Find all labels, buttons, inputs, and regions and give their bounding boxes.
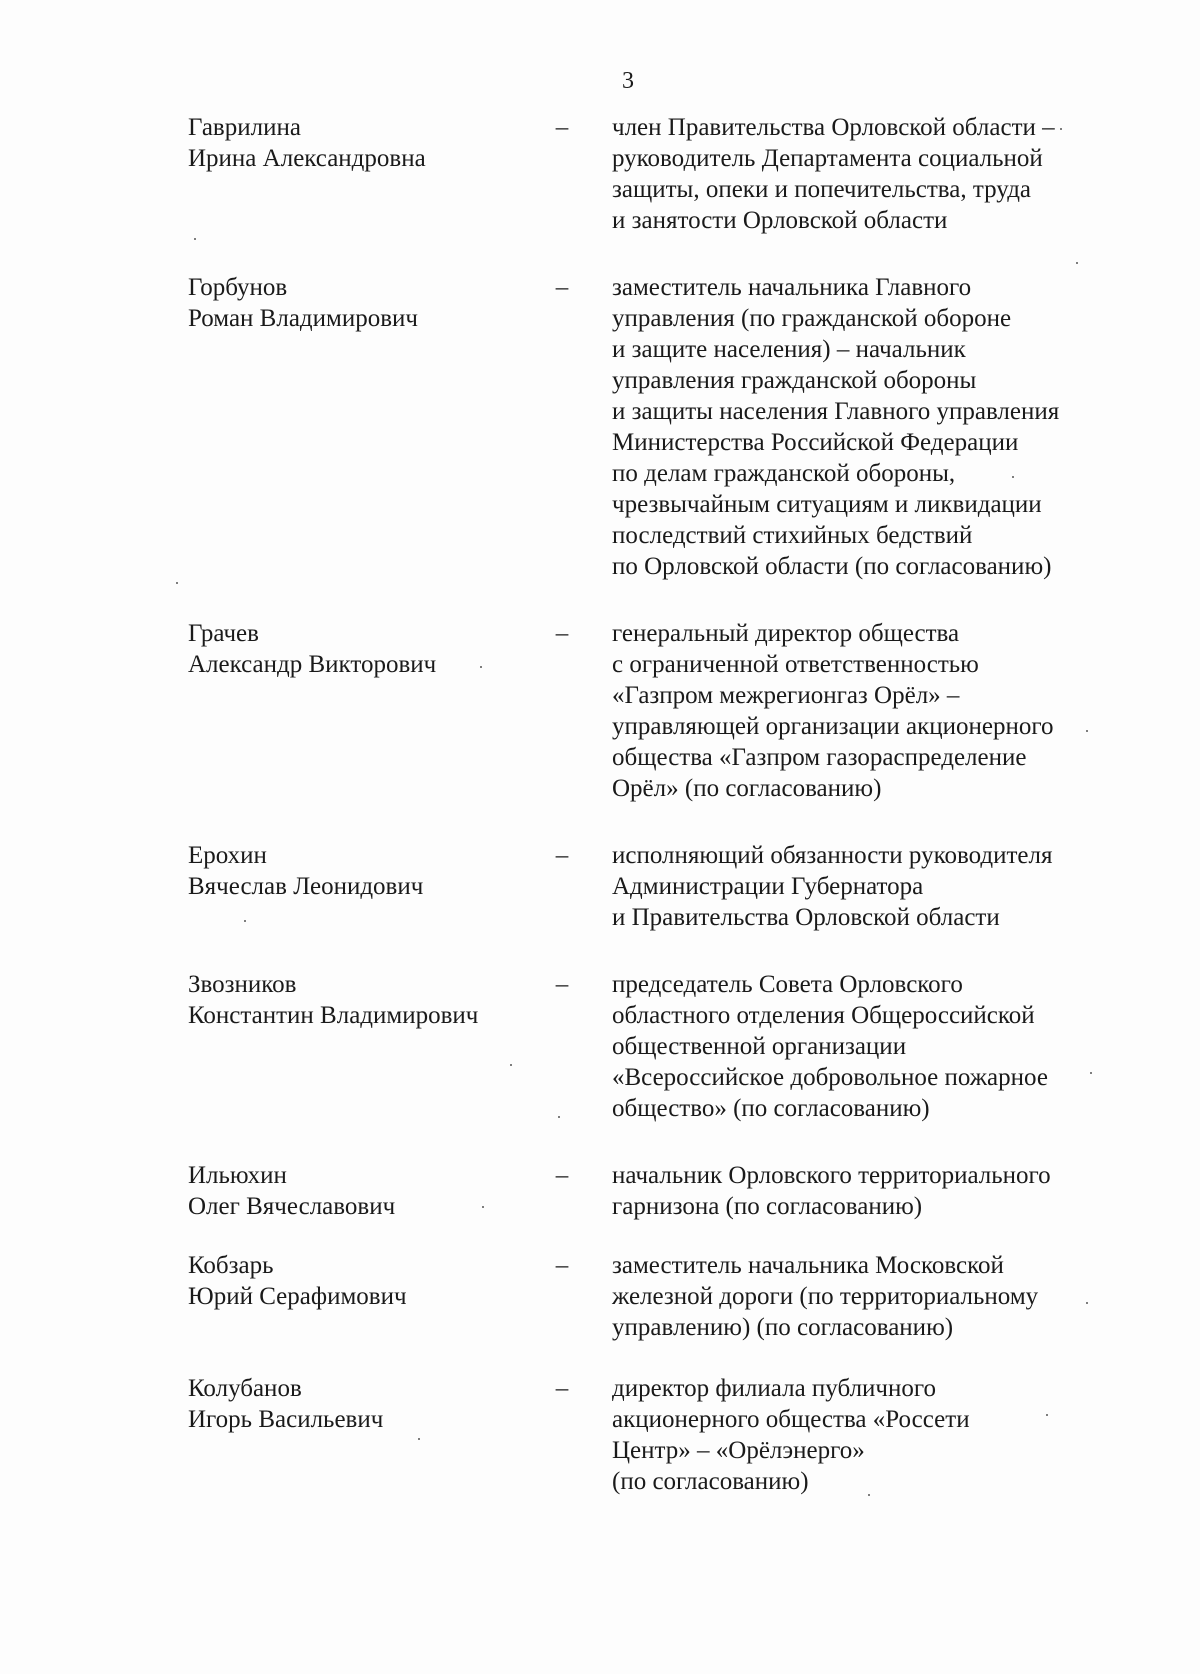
member-surname: Звозников <box>188 971 297 998</box>
position-line: «Всероссийское добровольное пожарное <box>612 1064 1048 1091</box>
member-given-names: Вячеслав Леонидович <box>188 873 424 900</box>
member-surname: Горбунов <box>188 274 288 301</box>
member-entry <box>188 1160 1128 1222</box>
member-given-names: Игорь Васильевич <box>188 1406 384 1433</box>
position-line: директор филиала публичного <box>612 1375 937 1402</box>
dash-separator: – <box>555 1252 569 1279</box>
member-entry <box>188 112 1128 236</box>
member-name <box>188 840 548 933</box>
dash-separator: – <box>555 620 569 647</box>
member-entry <box>188 272 1128 582</box>
position-line: управления (по гражданской обороне <box>612 305 1012 332</box>
member-given-names: Юрий Серафимович <box>188 1283 407 1310</box>
position-line: управляющей организации акционерного <box>612 713 1054 740</box>
member-surname: Колубанов <box>188 1375 302 1402</box>
member-surname: Ерохин <box>188 842 267 869</box>
member-given-names: Александр Викторович <box>188 651 437 678</box>
member-given-names: Ирина Александровна <box>188 145 426 172</box>
member-name <box>188 112 548 236</box>
position-line: член Правительства Орловской области – <box>612 114 1055 141</box>
position-line: железной дороги (по территориальному <box>612 1283 1039 1310</box>
position-line: гарнизона (по согласованию) <box>612 1193 923 1220</box>
position-line: председатель Совета Орловского <box>612 971 963 998</box>
position-line: Центр» – «Орёлэнерго» <box>612 1437 865 1464</box>
position-line: руководитель Департамента социальной <box>612 145 1043 172</box>
position-line: общественной организации <box>612 1033 907 1060</box>
member-position <box>592 1373 1128 1497</box>
member-entry <box>188 969 1128 1124</box>
member-entry <box>188 840 1128 933</box>
member-entry <box>188 1250 1128 1343</box>
member-position <box>592 1160 1128 1222</box>
position-line: по делам гражданской обороны, <box>612 460 956 487</box>
position-line: общество» (по согласованию) <box>612 1095 930 1122</box>
dash-separator: – <box>555 971 569 998</box>
position-line: защиты, опеки и попечительства, труда <box>612 176 1032 203</box>
member-position <box>592 112 1128 236</box>
member-position <box>592 969 1128 1124</box>
member-position <box>592 618 1128 804</box>
member-given-names: Олег Вячеславович <box>188 1193 396 1220</box>
member-position <box>592 272 1128 582</box>
member-name <box>188 1160 548 1222</box>
position-line: общества «Газпром газораспределение <box>612 744 1027 771</box>
position-line: управления гражданской обороны <box>612 367 977 394</box>
dash-separator: – <box>555 274 569 301</box>
position-line: Министерства Российской Федерации <box>612 429 1019 456</box>
member-name <box>188 1373 548 1497</box>
dash-separator: – <box>555 842 569 869</box>
position-line: областного отделения Общероссийской <box>612 1002 1035 1029</box>
position-line: и защиты населения Главного управления <box>612 398 1060 425</box>
position-line: генеральный директор общества <box>612 620 960 647</box>
member-surname: Ильюхин <box>188 1162 287 1189</box>
member-given-names: Константин Владимирович <box>188 1002 479 1029</box>
position-line: последствий стихийных бедствий <box>612 522 973 549</box>
position-line: заместитель начальника Главного <box>612 274 972 301</box>
position-line: «Газпром межрегионгаз Орёл» – <box>612 682 960 709</box>
position-line: чрезвычайным ситуациям и ликвидации <box>612 491 1042 518</box>
dash-separator: – <box>555 1375 569 1402</box>
position-line: и защите населения) – начальник <box>612 336 966 363</box>
member-surname: Гаврилина <box>188 114 301 141</box>
position-line: управлению) (по согласованию) <box>612 1314 954 1341</box>
position-line: и занятости Орловской области <box>612 207 948 234</box>
member-entry <box>188 1373 1128 1497</box>
page-number: 3 <box>622 68 634 94</box>
member-name <box>188 1250 548 1343</box>
member-position <box>592 1250 1128 1343</box>
member-name <box>188 618 548 804</box>
position-line: по Орловской области (по согласованию) <box>612 553 1052 580</box>
position-line: и Правительства Орловской области <box>612 904 1000 931</box>
position-line: начальник Орловского территориального <box>612 1162 1051 1189</box>
member-list <box>188 112 1128 1497</box>
member-entry <box>188 618 1128 804</box>
dash-separator: – <box>555 114 569 141</box>
member-given-names: Роман Владимирович <box>188 305 418 332</box>
member-name <box>188 969 548 1124</box>
position-line: Орёл» (по согласованию) <box>612 775 882 802</box>
position-line: (по согласованию) <box>612 1468 809 1495</box>
member-name <box>188 272 548 582</box>
dash-separator: – <box>555 1162 569 1189</box>
member-position <box>592 840 1128 933</box>
position-line: Администрации Губернатора <box>612 873 924 900</box>
member-surname: Грачев <box>188 620 259 647</box>
position-line: исполняющий обязанности руководителя <box>612 842 1053 869</box>
member-surname: Кобзарь <box>188 1252 274 1279</box>
position-line: заместитель начальника Московской <box>612 1252 1004 1279</box>
position-line: с ограниченной ответственностью <box>612 651 979 678</box>
position-line: акционерного общества «Россети <box>612 1406 970 1433</box>
